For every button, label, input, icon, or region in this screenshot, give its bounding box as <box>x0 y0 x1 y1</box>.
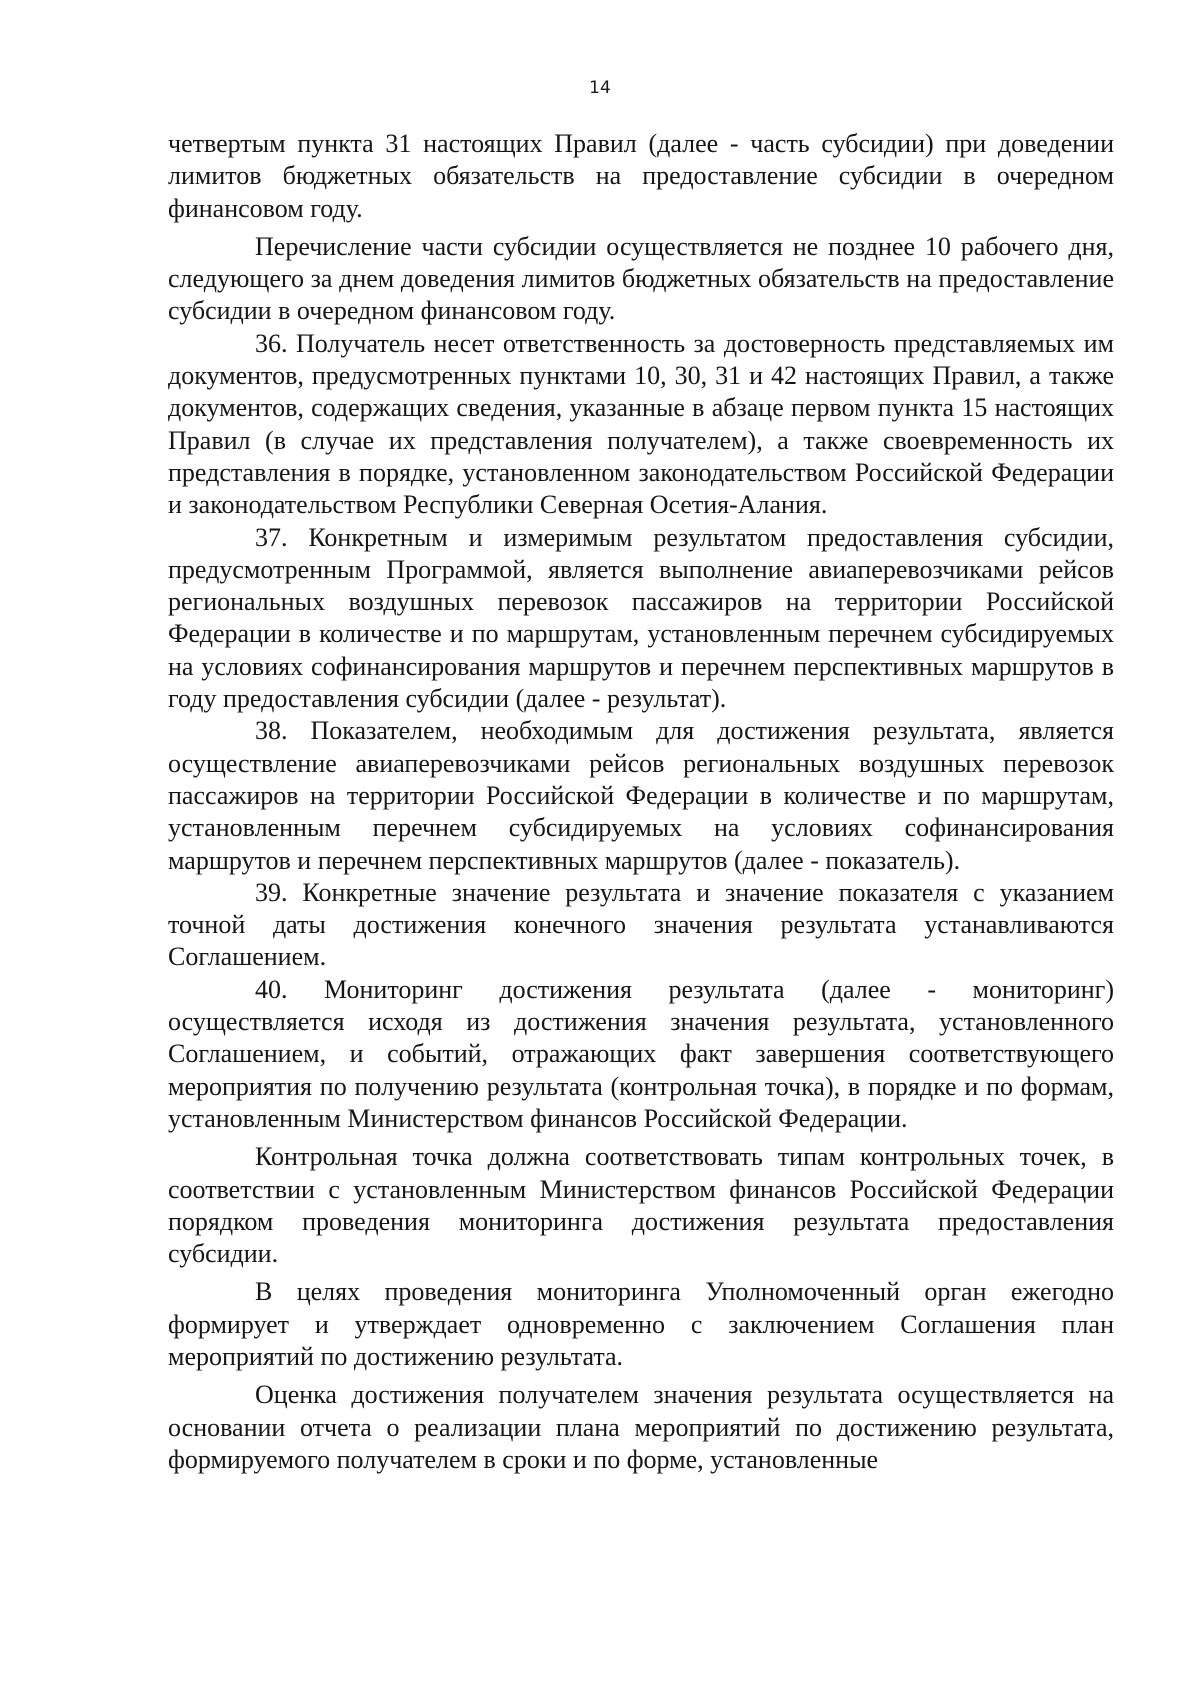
paragraph-assessment: Оценка достижения получателем значения результата осуществляется на основании отчета о реализации плана мероприятий по достижению результата, формируемого получателем в сроки и по форме, установленные <box>168 1380 1114 1474</box>
document-body <box>168 128 1114 1476</box>
paragraph-item-39: 39. Конкретные значение результата и значение показателя с указанием точной даты достижения конечного значения результата устанавливаются Соглашением. <box>168 877 1114 972</box>
paragraph-item-37: 37. Конкретным и измеримым результатом предоставления субсидии, предусмотренным Программой, является выполнение авиаперевозчиками рейсов региональных воздушных перевозок пассажиров на территории Российской Федерации в количестве и по маршрутам, установленным перечнем субсидируемых на условиях софинансирования маршрутов и перечнем перспективных маршрутов в году предоставления субсидии (далее - результат). <box>168 522 1114 714</box>
paragraph-control-point: Контрольная точка должна соответствовать типам контрольных точек, в соответствии с установленным Министерством финансов Российской Федерации порядком проведения мониторинга достижения результата предоставления субсидии. <box>168 1142 1114 1269</box>
paragraph-item-40: 40. Мониторинг достижения результата (далее - мониторинг) осуществляется исходя из достижения значения результата, установленного Соглашением, и событий, отражающих факт завершения соответствующего мероприятия по получению результата (контрольная точка), в порядке и по формам, установленным Министерством финансов Российской Федерации. <box>168 974 1114 1133</box>
page-number: 14 <box>589 78 611 98</box>
paragraph-item-36: 36. Получатель несет ответственность за достоверность представляемых им документов, предусмотренных пунктами 10, 30, 31 и 42 настоящих Правил, а также документов, содержащих сведения, указанные в абзаце первом пункта 15 настоящих Правил (в случае их представления получателем), а также своевременность их представления в порядке, установленном законодательством Российской Федерации и законодательством Республики Северная Осетия-Алания. <box>168 328 1114 520</box>
paragraph-item-38: 38. Показателем, необходимым для достижения результата, является осуществление авиаперевозчиками рейсов региональных воздушных перевозок пассажиров на территории Российской Федерации в количестве и по маршрутам, установленным перечнем субсидируемых на условиях софинансирования маршрутов и перечнем перспективных маршрутов (далее - показатель). <box>168 716 1114 875</box>
paragraph-continuation: четвертым пункта 31 настоящих Правил (далее - часть субсидии) при доведении лимитов бюджетных обязательств на предоставление субсидии в очередном финансовом году. <box>168 129 1114 223</box>
paragraph-monitoring-plan: В целях проведения мониторинга Уполномоченный орган ежегодно формирует и утверждает одновременно с заключением Соглашения план мероприятий по достижению результата. <box>168 1277 1114 1371</box>
paragraph-transfer-of-subsidy: Перечисление части субсидии осуществляется не позднее 10 рабочего дня, следующего за днем доведения лимитов бюджетных обязательств на предоставление субсидии в очередном финансовом году. <box>168 231 1114 326</box>
